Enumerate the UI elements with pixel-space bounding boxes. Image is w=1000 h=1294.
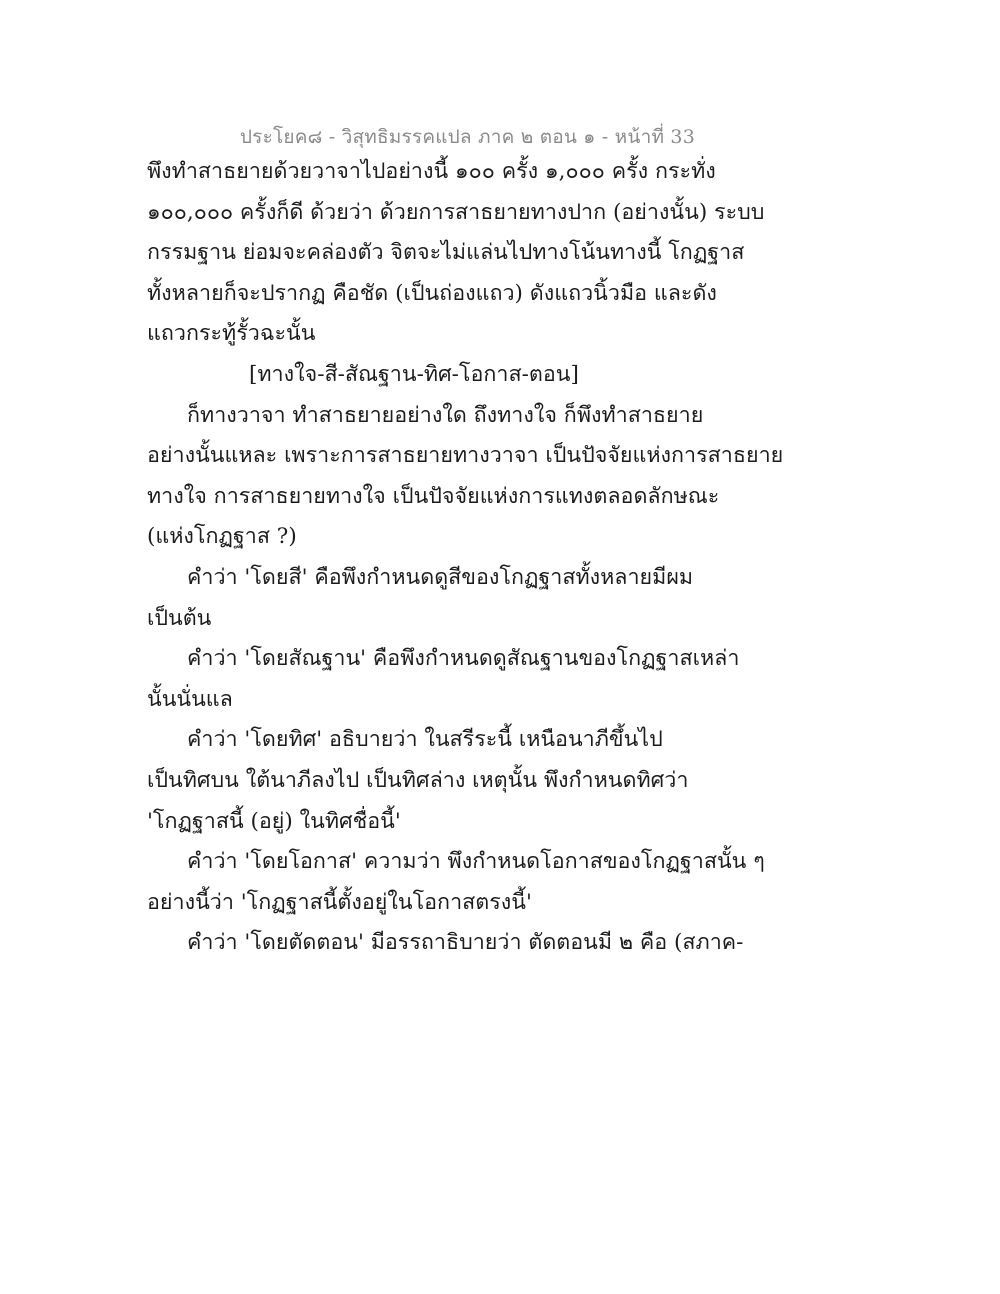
text-line: คำว่า 'โดยตัดตอน' มีอรรถาธิบายว่า ตัดตอนมี ๒ คือ (สภาค- [187,930,744,956]
text-line: (แห่งโกฏฐาส ?) [147,524,297,550]
text-line: ทางใจ การสาธยายทางใจ เป็นปัจจัยแห่งการแทงตลอดลักษณะ [147,483,720,509]
text-line: ๑๐๐,๐๐๐ ครั้งก็ดี ด้วยว่า ด้วยการสาธยายทางปาก (อย่างนั้น) ระบบ [147,199,765,225]
page-header: ประโยค๘ - วิสุทธิมรรคแปล ภาค ๒ ตอน ๑ - หน้าที่ 33 [239,126,695,148]
text-line: คำว่า 'โดยสัณฐาน' คือพึงกำหนดดูสัณฐานของโกฏฐาสเหล่า [187,646,740,672]
text-line: 'โกฏฐาสนี้ (อยู่) ในทิศชื่อนี้' [147,808,401,834]
text-line: กรรมฐาน ย่อมจะคล่องตัว จิตจะไม่แล่นไปทางโน้นทางนี้ โกฏฐาส [147,240,745,266]
text-line: ก็ทางวาจา ทำสาธยายอย่างใด ถึงทางใจ ก็พึงทำสาธยาย [187,402,704,428]
text-line: คำว่า 'โดยสี' คือพึงกำหนดดูสีของโกฏฐาสทั้งหลายมีผม [187,564,694,590]
text-line: ทั้งหลายก็จะปรากฏ คือชัด (เป็นถ่องแถว) ดังแถวนิ้วมือ และดัง [147,280,717,306]
text-line: คำว่า 'โดยโอกาส' ความว่า พึงกำหนดโอกาสของโกฏฐาสนั้น ๆ [187,849,765,875]
text-line: อย่างนี้ว่า 'โกฏฐาสนี้ตั้งอยู่ในโอกาสตรงนี้' [147,889,532,915]
text-line: เป็นทิศบน ใต้นาภีลงไป เป็นทิศล่าง เหตุนั้น พึงกำหนดทิศว่า [147,767,689,793]
text-line: อย่างนั้นแหละ เพราะการสาธยายทางวาจา เป็นปัจจัยแห่งการสาธยาย [147,443,784,469]
text-line: พึงทำสาธยายด้วยวาจาไปอย่างนี้ ๑๐๐ ครั้ง ๑,๐๐๐ ครั้ง กระทั่ง [147,159,716,184]
text-line: คำว่า 'โดยทิศ' อธิบายว่า ในสรีระนี้ เหนือนาภีขึ้นไป [187,727,663,753]
text-line: นั้นนั่นแล [147,686,233,712]
text-line: แถวกระทู้รั้วฉะนั้น [147,321,316,347]
text-line: เป็นต้น [147,605,212,631]
section-heading: [ทางใจ-สี-สัณฐาน-ทิศ-โอกาส-ตอน] [249,361,579,387]
body-text [147,152,784,964]
